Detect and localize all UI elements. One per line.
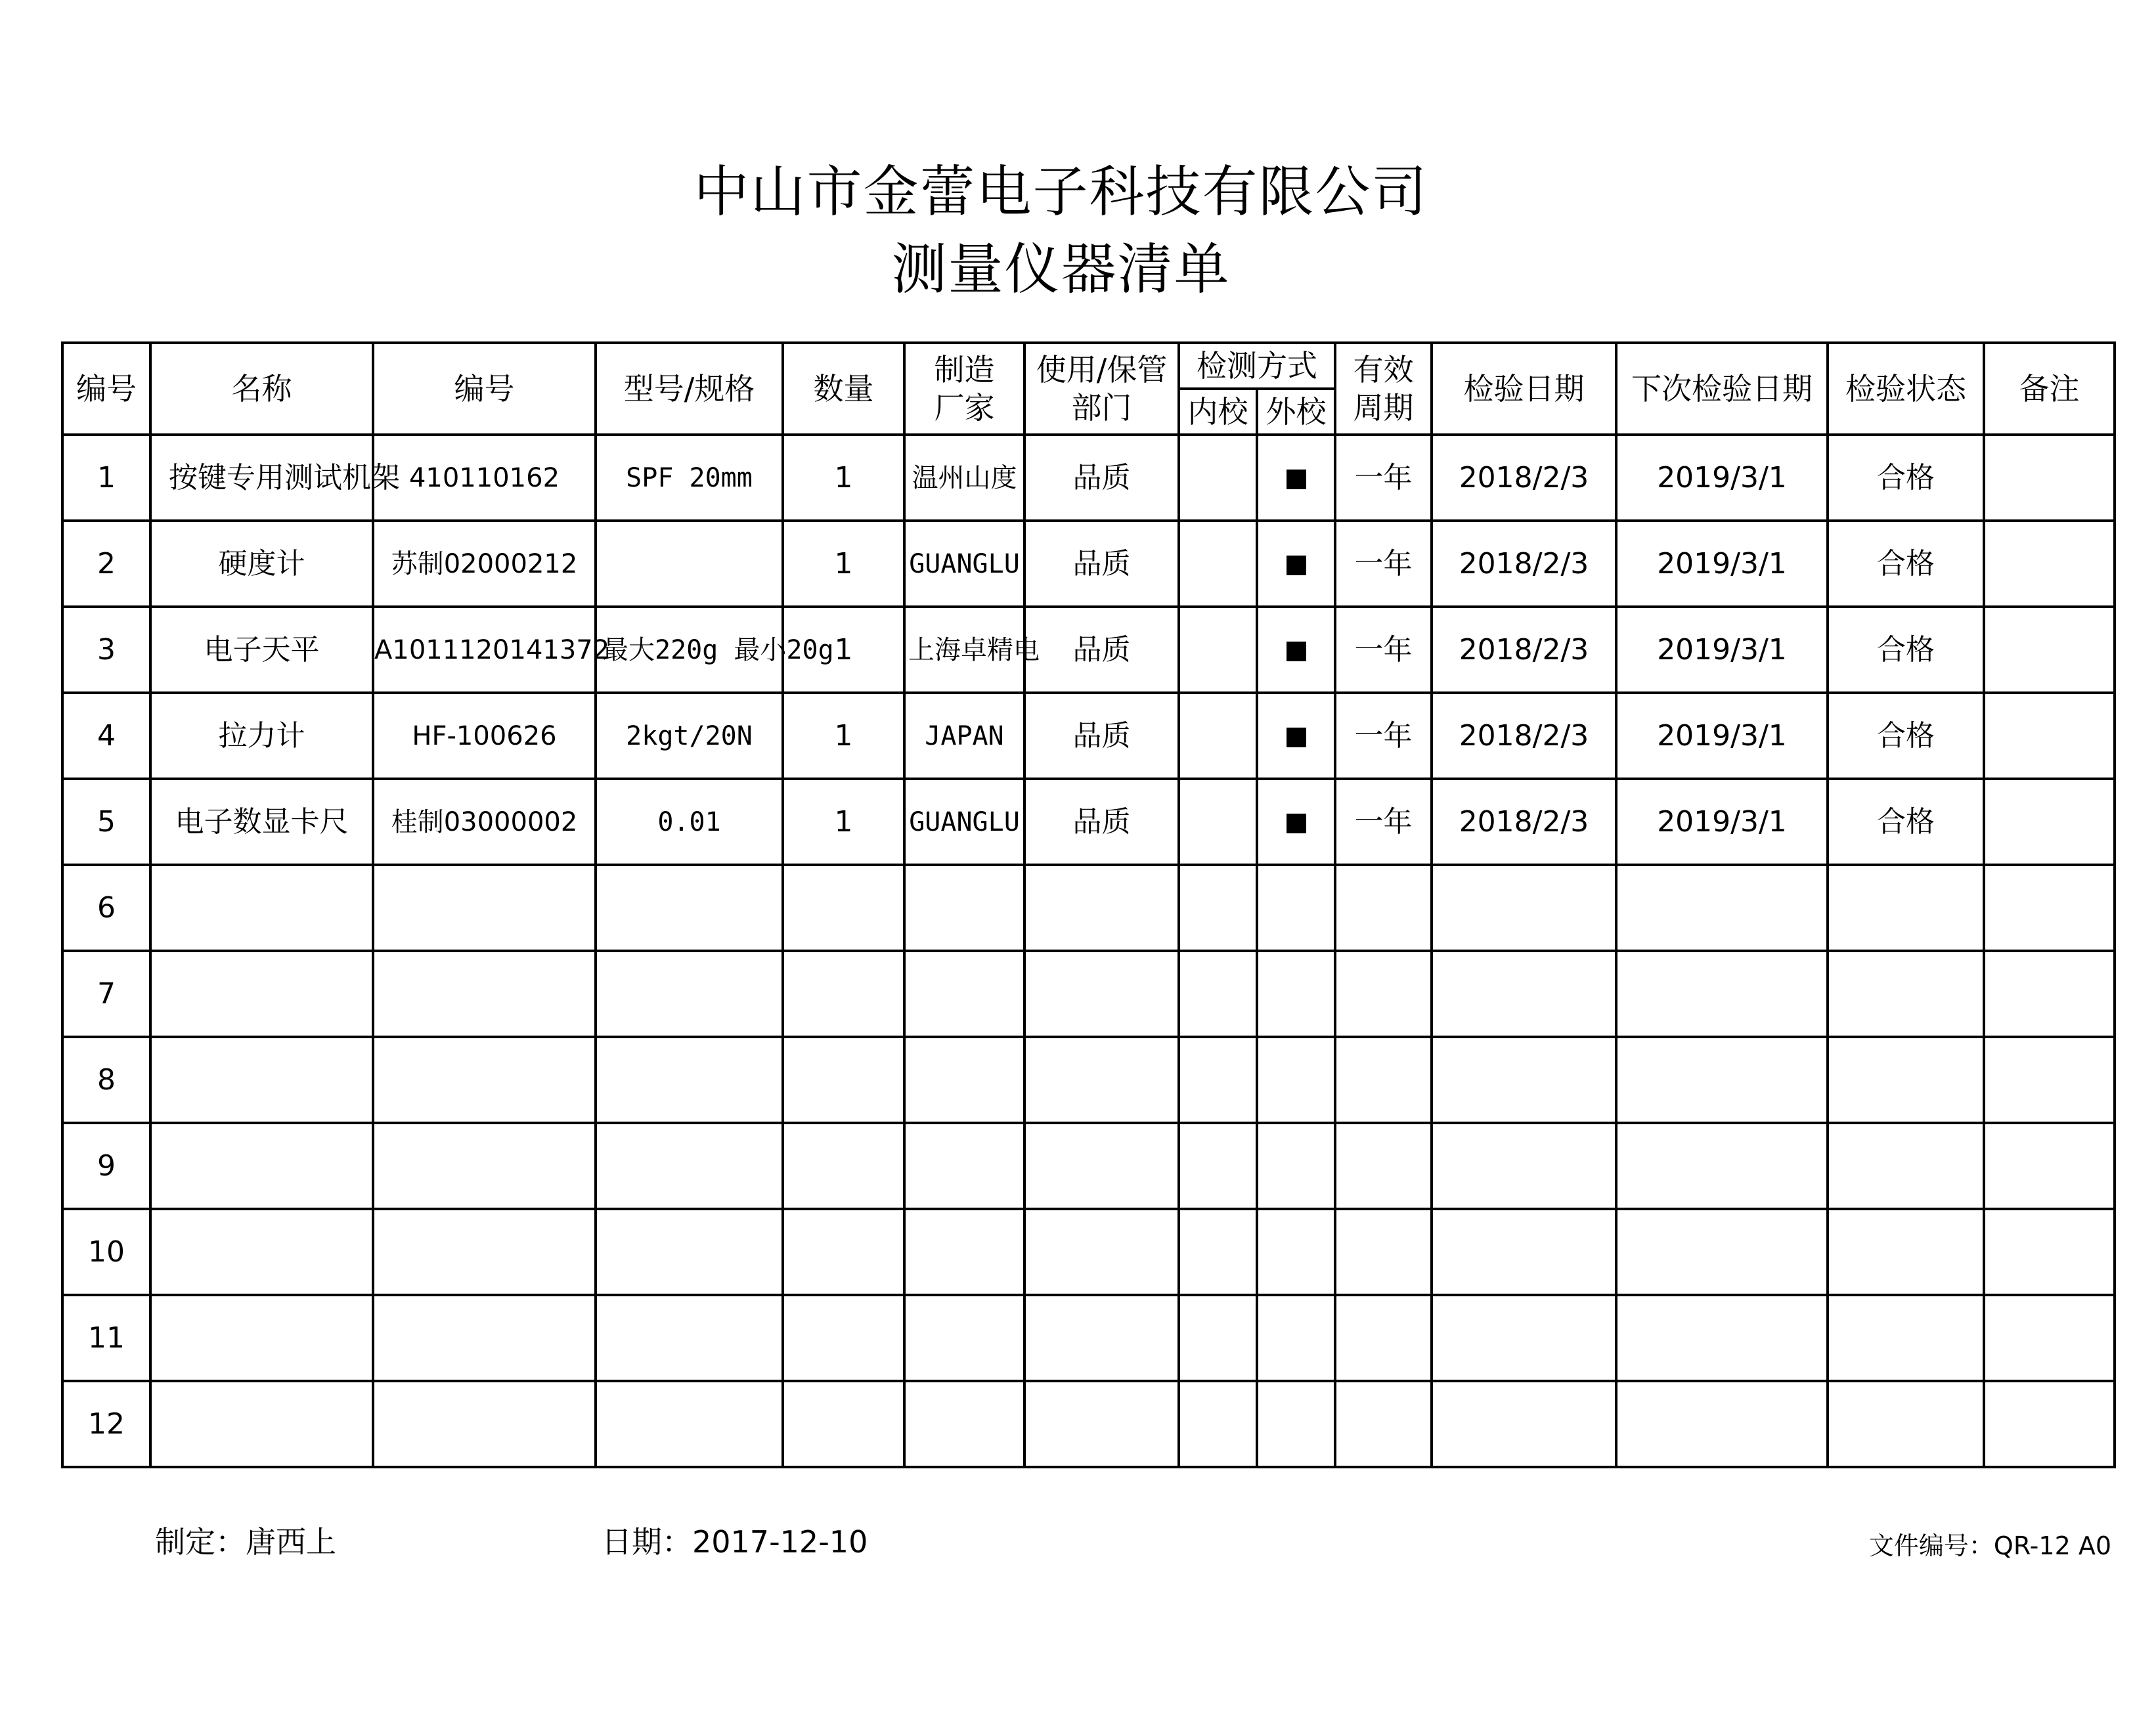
cell-internal (1179, 607, 1257, 693)
cell-period: 一年 (1335, 693, 1432, 779)
header-name: 名称 (150, 343, 373, 435)
cell-status (1828, 1209, 1984, 1295)
cell-period (1335, 1123, 1432, 1209)
cell-no: 7 (62, 951, 150, 1037)
cell-status (1828, 951, 1984, 1037)
cell-check-date: 2018/2/3 (1432, 607, 1616, 693)
cell-dept (1024, 1123, 1179, 1209)
cell-maker (904, 951, 1024, 1037)
cell-qty (783, 1381, 904, 1467)
table-row (62, 521, 2115, 607)
cell-name: 电子数显卡尺 (150, 779, 373, 865)
cell-code (373, 1381, 596, 1467)
cell-remark (1984, 1295, 2115, 1381)
table-row (62, 1037, 2115, 1123)
cell-code (373, 865, 596, 951)
table-row (62, 865, 2115, 951)
cell-status: 合格 (1828, 693, 1984, 779)
cell-qty: 1 (783, 779, 904, 865)
cell-code (373, 1037, 596, 1123)
cell-external (1257, 865, 1335, 951)
cell-model (596, 521, 783, 607)
cell-code (373, 1123, 596, 1209)
cell-internal (1179, 1295, 1257, 1381)
table-row (62, 435, 2115, 521)
cell-model (596, 1037, 783, 1123)
cell-internal (1179, 1381, 1257, 1467)
cell-status (1828, 1295, 1984, 1381)
cell-qty (783, 1123, 904, 1209)
cell-qty (783, 951, 904, 1037)
cell-name (150, 865, 373, 951)
cell-period (1335, 1381, 1432, 1467)
cell-period: 一年 (1335, 521, 1432, 607)
cell-no: 5 (62, 779, 150, 865)
cell-maker (904, 1209, 1024, 1295)
cell-no: 1 (62, 435, 150, 521)
check-mark-icon (1287, 728, 1306, 747)
cell-next-date: 2019/3/1 (1616, 607, 1828, 693)
cell-name: 按键专用测试机架 (150, 435, 373, 521)
document-title: 测量仪器清单 (891, 237, 1231, 301)
cell-internal (1179, 1209, 1257, 1295)
cell-code: 桂制03000002 (373, 779, 596, 865)
cell-remark (1984, 1123, 2115, 1209)
cell-no: 6 (62, 865, 150, 951)
cell-no: 3 (62, 607, 150, 693)
cell-code: 410110162 (373, 435, 596, 521)
cell-internal (1179, 693, 1257, 779)
cell-name: 拉力计 (150, 693, 373, 779)
header-dept (1024, 343, 1179, 435)
cell-period (1335, 1037, 1432, 1123)
cell-maker (904, 1381, 1024, 1467)
cell-qty: 1 (783, 693, 904, 779)
cell-qty: 1 (783, 521, 904, 607)
header-next-date: 下次检验日期 (1616, 343, 1828, 435)
cell-remark (1984, 779, 2115, 865)
cell-code (373, 951, 596, 1037)
cell-dept: 品质 (1024, 693, 1179, 779)
cell-remark (1984, 865, 2115, 951)
company-title: 中山市金蕾电子科技有限公司 (693, 160, 1428, 224)
cell-remark (1984, 435, 2115, 521)
cell-model: 最大220g 最小20g (596, 607, 783, 693)
cell-next-date (1616, 1295, 1828, 1381)
cell-model: 2kgt/20N (596, 693, 783, 779)
instrument-table (61, 341, 2116, 1468)
cell-status: 合格 (1828, 435, 1984, 521)
cell-name: 硬度计 (150, 521, 373, 607)
cell-maker: GUANGLU (904, 779, 1024, 865)
header-check-date: 检验日期 (1432, 343, 1616, 435)
cell-status: 合格 (1828, 607, 1984, 693)
cell-status (1828, 1381, 1984, 1467)
cell-period (1335, 951, 1432, 1037)
cell-internal (1179, 865, 1257, 951)
cell-dept: 品质 (1024, 435, 1179, 521)
cell-next-date: 2019/3/1 (1616, 521, 1828, 607)
cell-name (150, 1123, 373, 1209)
cell-remark (1984, 607, 2115, 693)
cell-check-date (1432, 1037, 1616, 1123)
cell-internal (1179, 951, 1257, 1037)
cell-maker: 上海卓精电 (904, 607, 1024, 693)
header-code: 编号 (373, 343, 596, 435)
cell-next-date (1616, 1209, 1828, 1295)
cell-code (373, 1209, 596, 1295)
cell-maker: GUANGLU (904, 521, 1024, 607)
check-mark-icon (1287, 556, 1306, 575)
footer-date: 日期：2017-12-10 (602, 1524, 868, 1560)
cell-external (1257, 1037, 1335, 1123)
cell-remark (1984, 1209, 2115, 1295)
cell-name: 电子天平 (150, 607, 373, 693)
cell-external (1257, 951, 1335, 1037)
header-internal: 内校 (1179, 389, 1257, 435)
cell-code (373, 1295, 596, 1381)
cell-remark (1984, 693, 2115, 779)
table-row (62, 693, 2115, 779)
header-qty: 数量 (783, 343, 904, 435)
cell-internal (1179, 779, 1257, 865)
cell-internal (1179, 1037, 1257, 1123)
cell-dept (1024, 1209, 1179, 1295)
cell-remark (1984, 521, 2115, 607)
cell-next-date (1616, 951, 1828, 1037)
cell-model (596, 951, 783, 1037)
header-no: 编号 (62, 343, 150, 435)
cell-external (1257, 693, 1335, 779)
cell-name (150, 1209, 373, 1295)
cell-status (1828, 1123, 1984, 1209)
cell-name (150, 1381, 373, 1467)
table-row (62, 951, 2115, 1037)
cell-qty (783, 1209, 904, 1295)
table-row (62, 1381, 2115, 1467)
cell-period (1335, 1295, 1432, 1381)
cell-period (1335, 1209, 1432, 1295)
cell-external (1257, 1295, 1335, 1381)
cell-no: 9 (62, 1123, 150, 1209)
header-maker-line1: 制造 (934, 352, 995, 387)
cell-name (150, 951, 373, 1037)
cell-next-date: 2019/3/1 (1616, 435, 1828, 521)
cell-period: 一年 (1335, 607, 1432, 693)
table-row (62, 1295, 2115, 1381)
header-method: 检测方式 (1179, 343, 1335, 389)
cell-model (596, 1123, 783, 1209)
cell-model: SPF 20mm (596, 435, 783, 521)
cell-code: 苏制02000212 (373, 521, 596, 607)
cell-qty (783, 865, 904, 951)
cell-next-date (1616, 1123, 1828, 1209)
cell-internal (1179, 521, 1257, 607)
cell-dept (1024, 951, 1179, 1037)
cell-dept (1024, 865, 1179, 951)
cell-status (1828, 865, 1984, 951)
cell-dept: 品质 (1024, 521, 1179, 607)
cell-dept (1024, 1295, 1179, 1381)
cell-check-date: 2018/2/3 (1432, 435, 1616, 521)
cell-next-date (1616, 1037, 1828, 1123)
cell-external (1257, 435, 1335, 521)
cell-dept: 品质 (1024, 607, 1179, 693)
cell-check-date (1432, 1209, 1616, 1295)
check-mark-icon (1287, 470, 1306, 489)
table-body (62, 435, 2115, 1467)
cell-code: HF-100626 (373, 693, 596, 779)
cell-dept: 品质 (1024, 779, 1179, 865)
cell-maker (904, 865, 1024, 951)
cell-next-date (1616, 865, 1828, 951)
cell-next-date (1616, 1381, 1828, 1467)
cell-status (1828, 1037, 1984, 1123)
cell-remark (1984, 1381, 2115, 1467)
cell-code: A1011120141372 (373, 607, 596, 693)
cell-model: 0.01 (596, 779, 783, 865)
cell-name (150, 1037, 373, 1123)
cell-next-date: 2019/3/1 (1616, 779, 1828, 865)
cell-external (1257, 521, 1335, 607)
cell-maker: 温州山度 (904, 435, 1024, 521)
cell-check-date (1432, 951, 1616, 1037)
cell-model (596, 1209, 783, 1295)
cell-check-date (1432, 865, 1616, 951)
table-row (62, 607, 2115, 693)
cell-no: 11 (62, 1295, 150, 1381)
header-dept-line1: 使用/保管 (1036, 352, 1168, 387)
cell-period (1335, 865, 1432, 951)
cell-maker (904, 1123, 1024, 1209)
check-mark-icon (1287, 642, 1306, 661)
cell-qty (783, 1037, 904, 1123)
cell-external (1257, 607, 1335, 693)
cell-maker: JAPAN (904, 693, 1024, 779)
header-maker (904, 343, 1024, 435)
cell-status: 合格 (1828, 521, 1984, 607)
cell-remark (1984, 1037, 2115, 1123)
cell-period: 一年 (1335, 435, 1432, 521)
cell-internal (1179, 435, 1257, 521)
cell-external (1257, 1123, 1335, 1209)
table-row (62, 1123, 2115, 1209)
cell-check-date: 2018/2/3 (1432, 779, 1616, 865)
cell-qty: 1 (783, 607, 904, 693)
table-row (62, 779, 2115, 865)
cell-dept (1024, 1381, 1179, 1467)
header-model: 型号/规格 (596, 343, 783, 435)
footer-maker: 制定：唐西上 (155, 1524, 336, 1560)
cell-check-date (1432, 1123, 1616, 1209)
cell-check-date (1432, 1381, 1616, 1467)
cell-maker (904, 1037, 1024, 1123)
cell-status: 合格 (1828, 779, 1984, 865)
header-external: 外校 (1257, 389, 1335, 435)
header-dept-line2: 部门 (1071, 390, 1132, 426)
header-row-top (62, 343, 2115, 389)
header-period-line1: 有效 (1353, 352, 1414, 387)
cell-period: 一年 (1335, 779, 1432, 865)
cell-maker (904, 1295, 1024, 1381)
footer-doc-number: 文件编号：QR-12 A0 (1868, 1531, 2111, 1560)
cell-no: 4 (62, 693, 150, 779)
cell-no: 12 (62, 1381, 150, 1467)
header-period-line2: 周期 (1353, 390, 1414, 426)
header-status: 检验状态 (1828, 343, 1984, 435)
header-maker-line2: 厂家 (934, 390, 995, 426)
check-mark-icon (1287, 814, 1306, 833)
header-period (1335, 343, 1432, 435)
cell-internal (1179, 1123, 1257, 1209)
table-row (62, 1209, 2115, 1295)
cell-external (1257, 1381, 1335, 1467)
cell-next-date: 2019/3/1 (1616, 693, 1828, 779)
header-remark: 备注 (1984, 343, 2115, 435)
cell-qty: 1 (783, 435, 904, 521)
cell-no: 2 (62, 521, 150, 607)
cell-remark (1984, 951, 2115, 1037)
cell-no: 10 (62, 1209, 150, 1295)
cell-external (1257, 1209, 1335, 1295)
cell-check-date: 2018/2/3 (1432, 693, 1616, 779)
cell-qty (783, 1295, 904, 1381)
cell-no: 8 (62, 1037, 150, 1123)
cell-dept (1024, 1037, 1179, 1123)
cell-model (596, 865, 783, 951)
cell-check-date (1432, 1295, 1616, 1381)
cell-check-date: 2018/2/3 (1432, 521, 1616, 607)
cell-name (150, 1295, 373, 1381)
cell-external (1257, 779, 1335, 865)
cell-model (596, 1381, 783, 1467)
cell-model (596, 1295, 783, 1381)
